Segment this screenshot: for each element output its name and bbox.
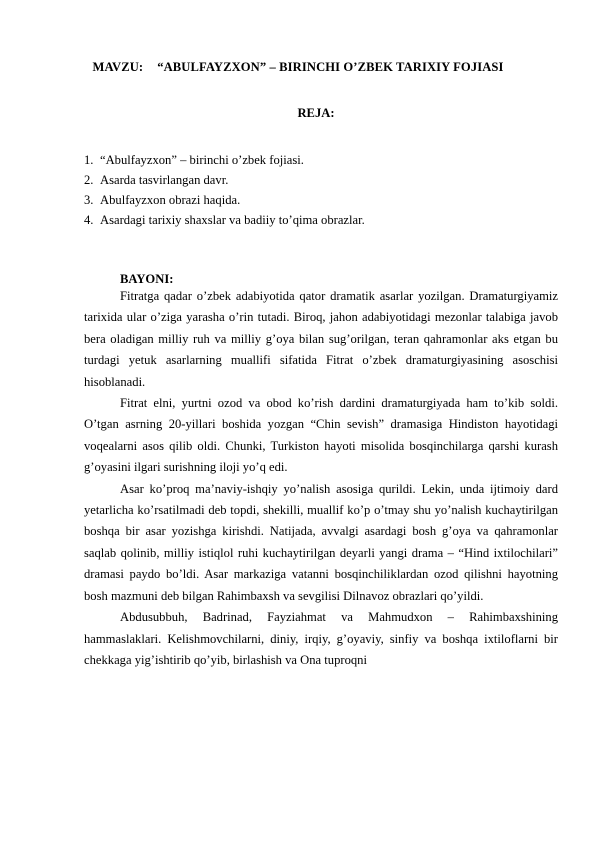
paragraph: Abdusubbuh, Badrinad, Fayziahmat va Mahmudxon – Rahimbaxshining hammaslaklari. Kelishmovchilarni, diniy, irqiy, g’oyaviy, sinfiy va boshqa ixtiloflarni bir chekkaga yig’ishtirib qo’yib, birlashish va Ona tuproqni (84, 610, 558, 667)
plan-item (84, 170, 365, 190)
topic-label: MAVZU: (92, 60, 144, 74)
plan-item-text: Asardagi tarixiy shaxslar va badiiy to’qima obrazlar. (100, 213, 365, 227)
paragraph: Asar ko’proq ma’naviy-ishqiy yo’nalish asosiga qurildi. Lekin, unda ijtimoiy dard yetarlicha ko’rsatilmadi deb topdi, shekilli, muallif ko’p o’tmay shu yo’nalish kuchaytirilgan boshqa bir asar yozishga kirishdi. Natijada, avvalgi asardagi bosh g’oya va qahramonlar saqlab qolinib, milliy istiqlol ruhi kuchaytirilgan deyarli yangi drama – “Hind ixtilochilari” dramasi paydo bo’ldi. Asar markaziga vatanni bosqinchiliklardan ozod qilishni hayotning bosh mazmuni deb bilgan Rahimbaxsh va sevgilisi Dilnavoz obrazlari qo’yildi. (84, 481, 558, 603)
plan-item-text: Asarda tasvirlangan davr. (100, 173, 229, 187)
topic-title: “ABULFAYZXON” – BIRINCHI O’ZBEK TARIXIY FOJIASI (157, 60, 504, 74)
plan-item-text: Abulfayzxon obrazi haqida. (100, 193, 241, 207)
plan-item (84, 150, 365, 170)
topic-heading (0, 60, 596, 75)
plan-item-text: “Abulfayzxon” – birinchi o’zbek fojiasi. (100, 153, 304, 167)
plan-item (84, 210, 365, 230)
plan-heading: REJA: (297, 106, 335, 120)
plan-item-number: 1. (84, 153, 94, 167)
body-heading: BAYONI: (120, 272, 174, 286)
plan-list (84, 150, 365, 230)
paragraph: Fitratga qadar o’zbek adabiyotida qator dramatik asarlar yozilgan. Dramaturgiyamiz tarixida ular o’ziga yarasha o’rin tutadi. Biroq, jahon adabiyotidagi mezonlar talabiga javob bera oladigan milliy ruh va milliy g’oya bilan sug’orilgan, teran qahramonlar aks etgan bu turdagi yetuk asarlarning muallifi sifatida Fitrat o’zbek dramaturgiyasining asoschisi hisoblanadi. (84, 289, 558, 389)
plan-item (84, 190, 365, 210)
plan-item-number: 4. (84, 213, 94, 227)
body-text (84, 286, 558, 671)
paragraph: Fitrat elni, yurtni ozod va obod ko’rish dardini dramaturgiyada ham to’kib soldi. O’tgan asrning 20-yillari boshida yozgan “Chin sevish” dramasiga Hindiston hayotidagi voqealarni asos qilib oldi. Chunki, Turkiston hayoti misolida bosqinchilarga qarshi kurash g’oyasini ilgari surishning iloji yo’q edi. (84, 396, 558, 475)
plan-item-number: 2. (84, 173, 94, 187)
plan-item-number: 3. (84, 193, 94, 207)
